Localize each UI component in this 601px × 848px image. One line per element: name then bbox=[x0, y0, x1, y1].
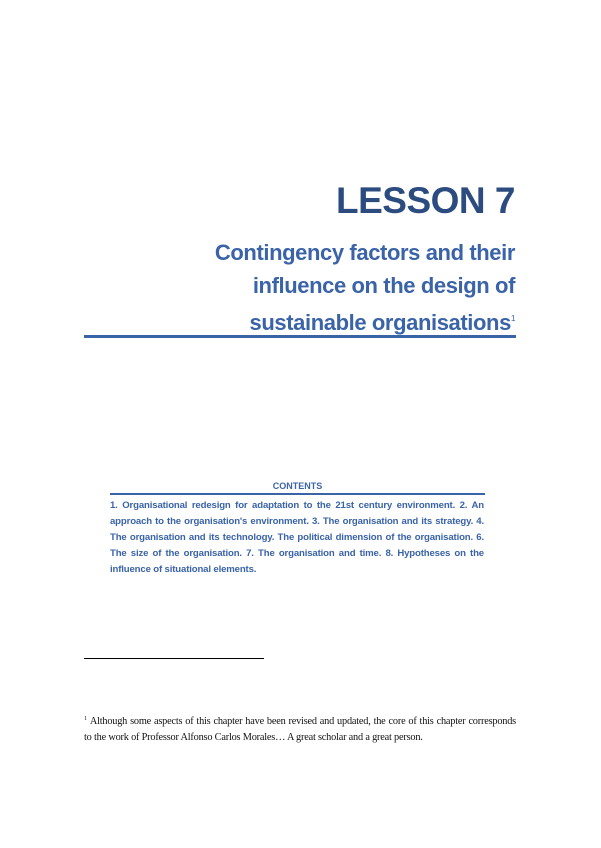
title-divider bbox=[84, 335, 516, 338]
contents-text: 1. Organisational redesign for adaptation to the 21st century environment. 2. An approach to the organisation's environment. 3. The organisation and its strategy. 4. The organisation and its technology. The political dimension of the organisation. 6. The size of the organisation. 7. The organisation and time. 8. Hypotheses on the influence of situational elements. bbox=[110, 500, 484, 575]
subtitle-line-3 bbox=[95, 302, 515, 339]
footnote-reference[interactable]: 1 bbox=[510, 314, 515, 323]
subtitle-line-3-text: sustainable organisations bbox=[249, 310, 511, 335]
subtitle-line-2: influence on the design of bbox=[252, 273, 515, 298]
contents-heading: CONTENTS bbox=[272, 481, 323, 491]
footnote-divider bbox=[84, 658, 264, 659]
lesson-subtitle bbox=[95, 236, 515, 339]
footnote bbox=[84, 711, 516, 746]
subtitle-line-1: Contingency factors and their bbox=[214, 240, 515, 265]
contents-divider bbox=[110, 493, 485, 495]
footnote-text: Although some aspects of this chapter have been revised and updated, the core of this chapter corresponds to the work of Professor Alfonso Carlos Morales… A great scholar and a great person. bbox=[84, 716, 516, 743]
lesson-title: LESSON 7 bbox=[336, 180, 515, 221]
footnote-marker: 1 bbox=[84, 716, 87, 722]
